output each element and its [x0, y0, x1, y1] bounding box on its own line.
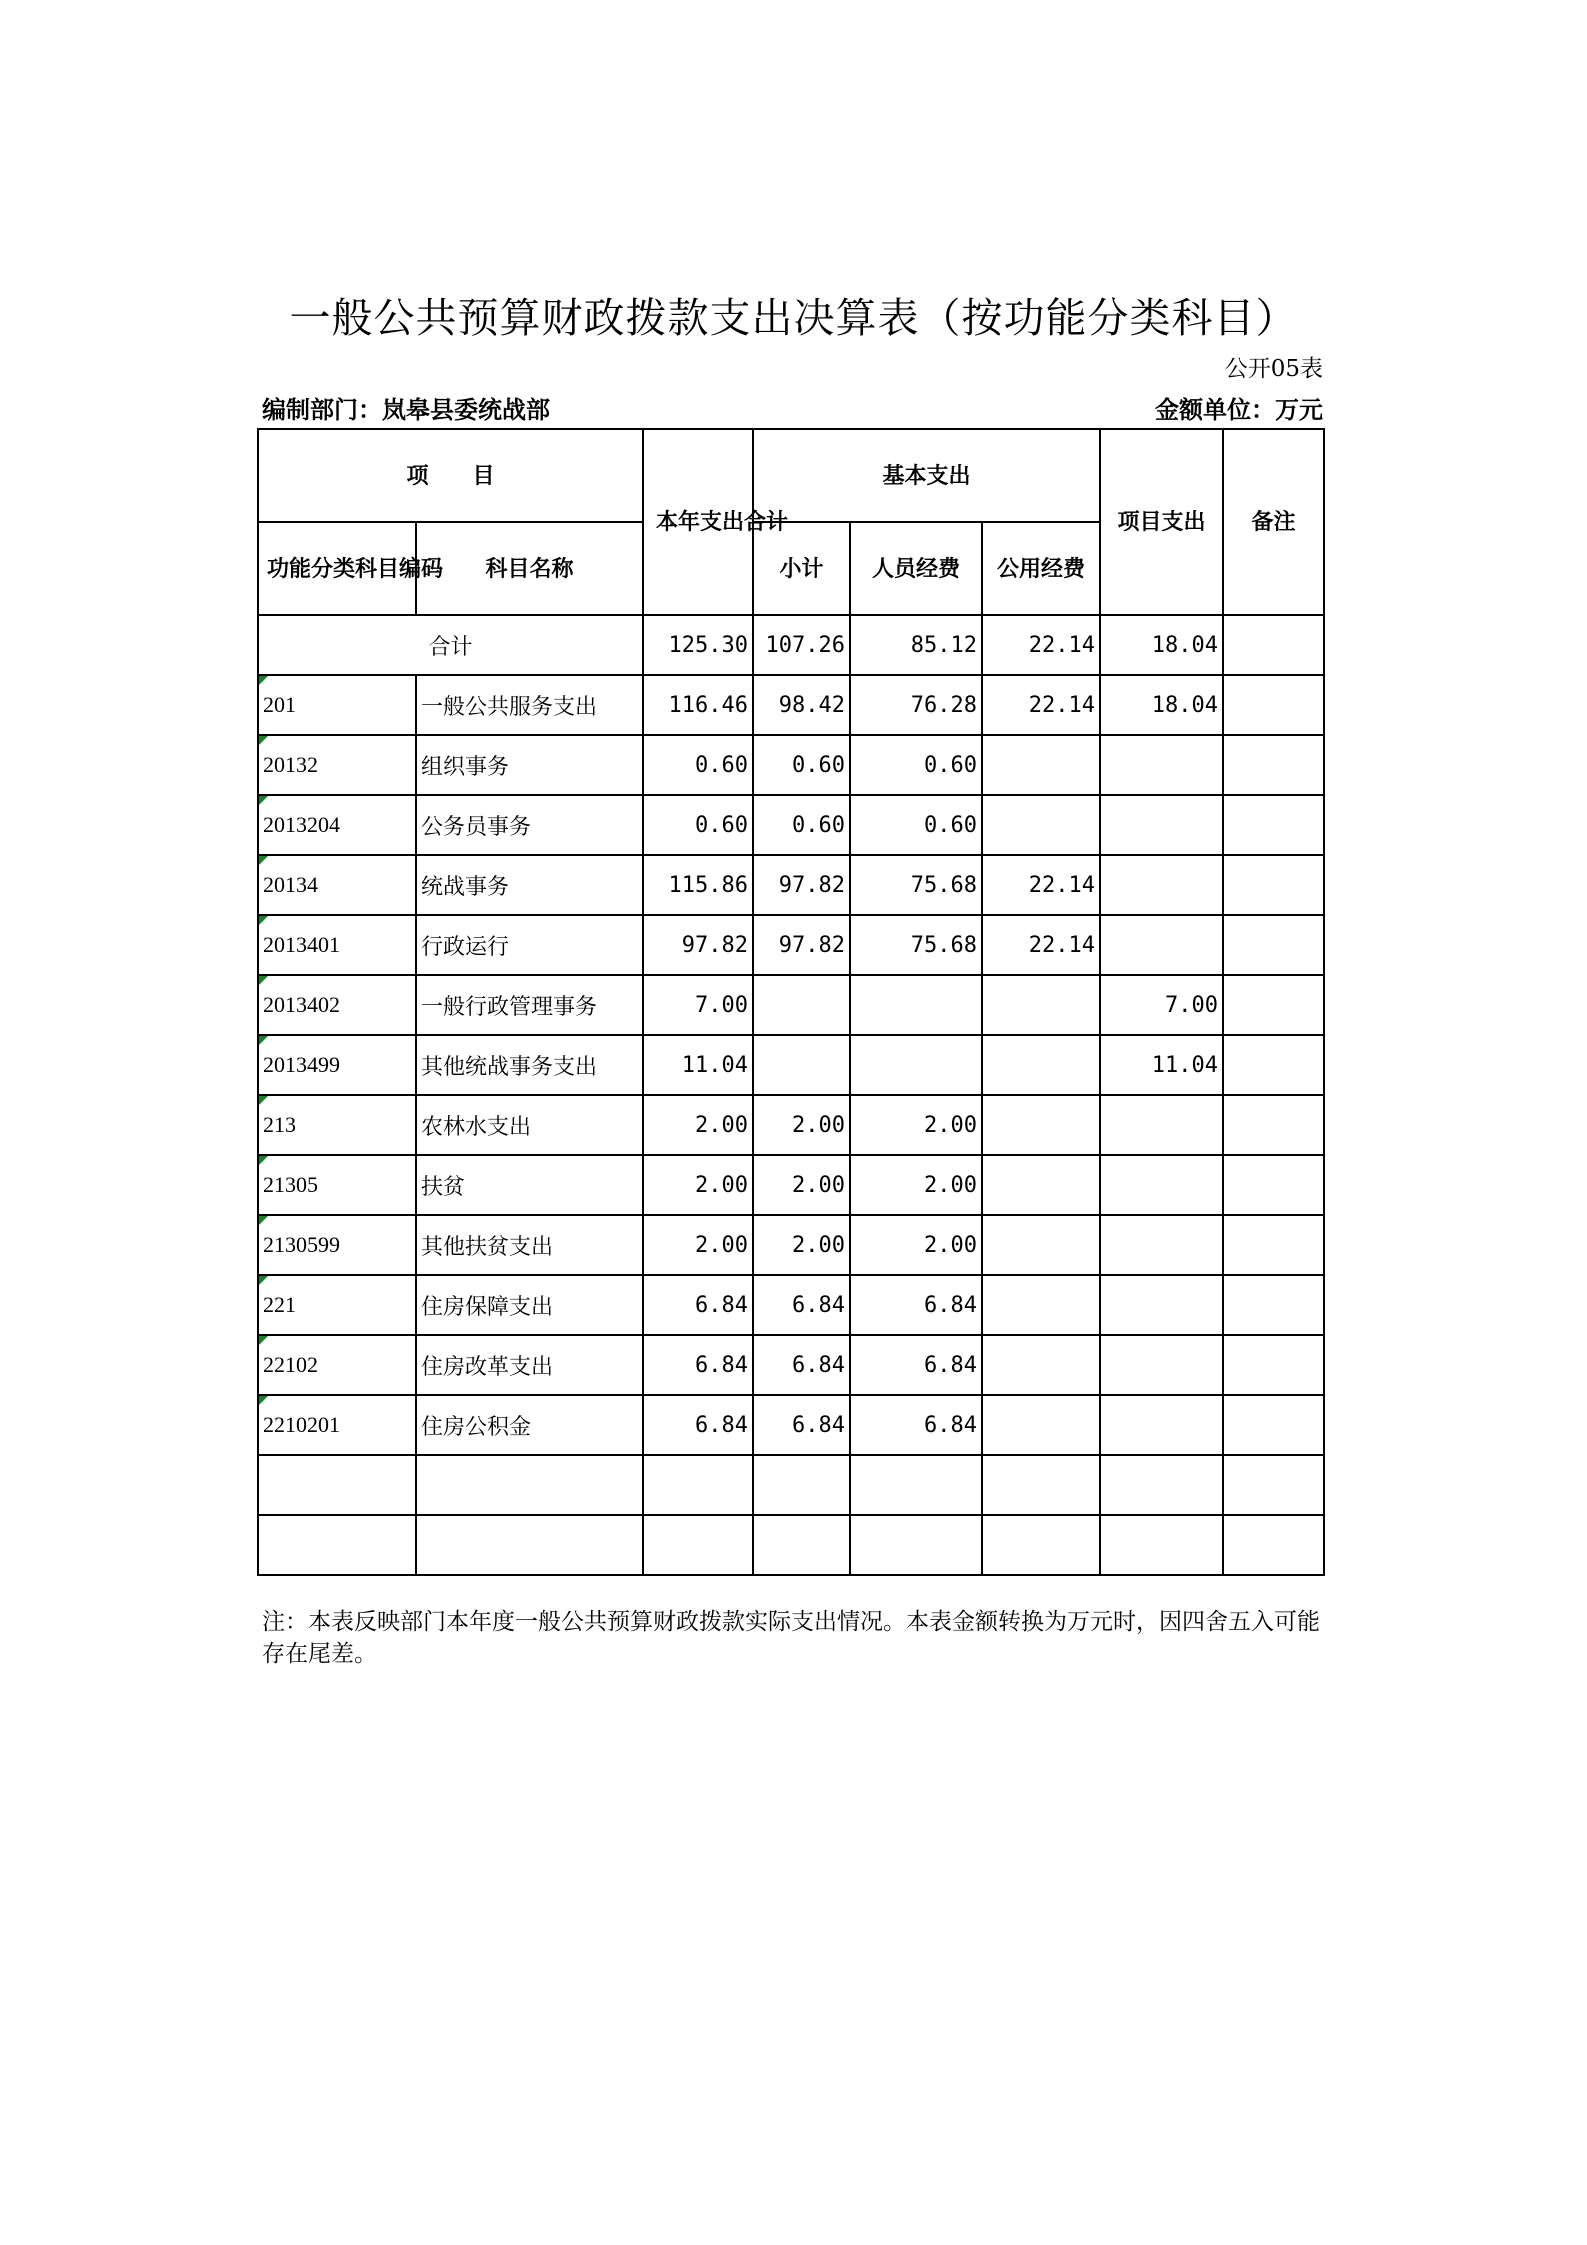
cell-comment-marker-icon — [259, 796, 268, 805]
cell-name: 一般行政管理事务 — [416, 975, 643, 1035]
department-label: 编制部门：岚皋县委统战部 — [262, 395, 550, 424]
table-row — [258, 855, 1324, 915]
cell-public — [982, 975, 1100, 1035]
cell-total: 2.00 — [643, 1215, 753, 1275]
table-row — [258, 675, 1324, 735]
footnote: 注：本表反映部门本年度一般公共预算财政拨款实际支出情况。本表金额转换为万元时，因四舍五入可能存在尾差。 — [262, 1609, 1320, 1667]
cell-subtotal: 2.00 — [753, 1215, 850, 1275]
cell-project: 11.04 — [1100, 1035, 1223, 1095]
cell-comment-marker-icon — [259, 676, 268, 685]
cell-project — [1100, 1215, 1223, 1275]
cell-name: 行政运行 — [416, 915, 643, 975]
total-cell-personnel: 85.12 — [850, 615, 982, 675]
cell-personnel: 2.00 — [850, 1095, 982, 1155]
cell-public: 22.14 — [982, 675, 1100, 735]
cell-total — [643, 1455, 753, 1515]
total-cell-subtotal: 107.26 — [753, 615, 850, 675]
cell-project — [1100, 1275, 1223, 1335]
cell-subtotal: 97.82 — [753, 855, 850, 915]
cell-code — [258, 1515, 416, 1575]
cell-subtotal — [753, 975, 850, 1035]
table-row — [258, 1155, 1324, 1215]
expenditure-table — [257, 428, 1325, 1576]
cell-public — [982, 1215, 1100, 1275]
cell-code: 201 — [258, 675, 416, 735]
header-personnel: 人员经费 — [850, 522, 982, 615]
cell-public — [982, 1155, 1100, 1215]
header-item: 项 目 — [258, 429, 643, 522]
cell-personnel: 6.84 — [850, 1395, 982, 1455]
header-name: 科目名称 — [416, 522, 643, 615]
cell-subtotal: 0.60 — [753, 735, 850, 795]
cell-public — [982, 1275, 1100, 1335]
cell-comment-marker-icon — [259, 736, 268, 745]
cell-public — [982, 1335, 1100, 1395]
table-row — [258, 795, 1324, 855]
cell-remark — [1223, 795, 1324, 855]
cell-subtotal: 0.60 — [753, 795, 850, 855]
cell-comment-marker-icon — [259, 1396, 268, 1405]
cell-comment-marker-icon — [259, 976, 268, 985]
cell-comment-marker-icon — [259, 856, 268, 865]
cell-code: 2013402 — [258, 975, 416, 1035]
cell-subtotal: 6.84 — [753, 1335, 850, 1395]
cell-subtotal — [753, 1455, 850, 1515]
form-number: 公开05表 — [1224, 356, 1323, 382]
header-row-1 — [258, 429, 1324, 522]
header-code: 功能分类科目编码 — [258, 522, 416, 615]
cell-name: 住房保障支出 — [416, 1275, 643, 1335]
header-remark: 备注 — [1223, 429, 1324, 615]
cell-total: 0.60 — [643, 795, 753, 855]
total-cell-public: 22.14 — [982, 615, 1100, 675]
cell-total: 7.00 — [643, 975, 753, 1035]
cell-remark — [1223, 1275, 1324, 1335]
header-public: 公用经费 — [982, 522, 1100, 615]
cell-remark — [1223, 735, 1324, 795]
cell-remark — [1223, 1155, 1324, 1215]
cell-code: 20132 — [258, 735, 416, 795]
cell-personnel — [850, 1515, 982, 1575]
cell-remark — [1223, 1035, 1324, 1095]
cell-total: 115.86 — [643, 855, 753, 915]
cell-project — [1100, 1155, 1223, 1215]
cell-project — [1100, 1395, 1223, 1455]
cell-total: 11.04 — [643, 1035, 753, 1095]
cell-project — [1100, 1335, 1223, 1395]
cell-remark — [1223, 1095, 1324, 1155]
header-subtotal: 小计 — [753, 522, 850, 615]
cell-project — [1100, 1455, 1223, 1515]
cell-project — [1100, 855, 1223, 915]
cell-project — [1100, 1095, 1223, 1155]
cell-remark — [1223, 1455, 1324, 1515]
table-row — [258, 1515, 1324, 1575]
cell-code: 22102 — [258, 1335, 416, 1395]
total-cell-total: 125.30 — [643, 615, 753, 675]
cell-subtotal: 2.00 — [753, 1155, 850, 1215]
table-row — [258, 975, 1324, 1035]
cell-public — [982, 1395, 1100, 1455]
cell-comment-marker-icon — [259, 1036, 268, 1045]
cell-name: 住房改革支出 — [416, 1335, 643, 1395]
cell-name: 其他统战事务支出 — [416, 1035, 643, 1095]
cell-name: 住房公积金 — [416, 1395, 643, 1455]
cell-personnel: 75.68 — [850, 915, 982, 975]
cell-name: 农林水支出 — [416, 1095, 643, 1155]
cell-public — [982, 795, 1100, 855]
table-row — [258, 1455, 1324, 1515]
cell-personnel: 6.84 — [850, 1335, 982, 1395]
header-basic: 基本支出 — [753, 429, 1100, 522]
cell-project — [1100, 735, 1223, 795]
cell-remark — [1223, 1515, 1324, 1575]
cell-name: 公务员事务 — [416, 795, 643, 855]
cell-code: 221 — [258, 1275, 416, 1335]
cell-comment-marker-icon — [259, 1216, 268, 1225]
cell-total: 116.46 — [643, 675, 753, 735]
cell-subtotal — [753, 1035, 850, 1095]
header-project: 项目支出 — [1100, 429, 1223, 615]
table-row — [258, 1035, 1324, 1095]
cell-remark — [1223, 1335, 1324, 1395]
cell-name: 统战事务 — [416, 855, 643, 915]
cell-comment-marker-icon — [259, 1276, 268, 1285]
cell-personnel: 6.84 — [850, 1275, 982, 1335]
cell-total: 0.60 — [643, 735, 753, 795]
cell-comment-marker-icon — [259, 1336, 268, 1345]
table-row — [258, 1335, 1324, 1395]
cell-personnel: 76.28 — [850, 675, 982, 735]
cell-remark — [1223, 855, 1324, 915]
cell-name: 扶贫 — [416, 1155, 643, 1215]
cell-name — [416, 1515, 643, 1575]
cell-remark — [1223, 915, 1324, 975]
cell-code: 20134 — [258, 855, 416, 915]
total-cell-project: 18.04 — [1100, 615, 1223, 675]
cell-total: 2.00 — [643, 1095, 753, 1155]
cell-code: 2130599 — [258, 1215, 416, 1275]
cell-code: 21305 — [258, 1155, 416, 1215]
cell-personnel: 2.00 — [850, 1155, 982, 1215]
page-title: 一般公共预算财政拨款支出决算表（按功能分类科目） — [289, 294, 1298, 342]
cell-total: 97.82 — [643, 915, 753, 975]
cell-code — [258, 1455, 416, 1515]
cell-personnel — [850, 975, 982, 1035]
cell-total: 2.00 — [643, 1155, 753, 1215]
table-row — [258, 1395, 1324, 1455]
table-row — [258, 1275, 1324, 1335]
cell-remark — [1223, 675, 1324, 735]
cell-subtotal — [753, 1515, 850, 1575]
cell-code: 213 — [258, 1095, 416, 1155]
amount-unit-label: 金额单位：万元 — [1155, 395, 1323, 424]
cell-code: 2013401 — [258, 915, 416, 975]
cell-subtotal: 6.84 — [753, 1275, 850, 1335]
cell-project: 7.00 — [1100, 975, 1223, 1035]
cell-public — [982, 1455, 1100, 1515]
total-cell-remark — [1223, 615, 1324, 675]
table-row — [258, 915, 1324, 975]
cell-name — [416, 1455, 643, 1515]
cell-project — [1100, 795, 1223, 855]
cell-subtotal: 2.00 — [753, 1095, 850, 1155]
cell-project — [1100, 1515, 1223, 1575]
cell-name: 其他扶贫支出 — [416, 1215, 643, 1275]
cell-personnel — [850, 1035, 982, 1095]
cell-public — [982, 1095, 1100, 1155]
table-row — [258, 1215, 1324, 1275]
cell-personnel: 0.60 — [850, 735, 982, 795]
cell-remark — [1223, 1215, 1324, 1275]
cell-remark — [1223, 1395, 1324, 1455]
cell-code: 2210201 — [258, 1395, 416, 1455]
cell-total — [643, 1515, 753, 1575]
cell-public — [982, 1035, 1100, 1095]
cell-subtotal: 6.84 — [753, 1395, 850, 1455]
cell-comment-marker-icon — [259, 1156, 268, 1165]
header-total: 本年支出合计 — [643, 429, 753, 615]
cell-name: 一般公共服务支出 — [416, 675, 643, 735]
total-label: 合计 — [258, 615, 643, 675]
cell-public — [982, 1515, 1100, 1575]
total-row — [258, 615, 1324, 675]
cell-code: 2013499 — [258, 1035, 416, 1095]
cell-public: 22.14 — [982, 915, 1100, 975]
cell-comment-marker-icon — [259, 916, 268, 925]
cell-name: 组织事务 — [416, 735, 643, 795]
table-row — [258, 1095, 1324, 1155]
cell-personnel — [850, 1455, 982, 1515]
cell-personnel: 2.00 — [850, 1215, 982, 1275]
cell-personnel: 0.60 — [850, 795, 982, 855]
cell-personnel: 75.68 — [850, 855, 982, 915]
cell-public: 22.14 — [982, 855, 1100, 915]
cell-code: 2013204 — [258, 795, 416, 855]
cell-project — [1100, 915, 1223, 975]
cell-total: 6.84 — [643, 1275, 753, 1335]
cell-subtotal: 98.42 — [753, 675, 850, 735]
cell-subtotal: 97.82 — [753, 915, 850, 975]
cell-public — [982, 735, 1100, 795]
table-row — [258, 735, 1324, 795]
cell-remark — [1223, 975, 1324, 1035]
cell-comment-marker-icon — [259, 1096, 268, 1105]
cell-total: 6.84 — [643, 1395, 753, 1455]
cell-total: 6.84 — [643, 1335, 753, 1395]
cell-project: 18.04 — [1100, 675, 1223, 735]
